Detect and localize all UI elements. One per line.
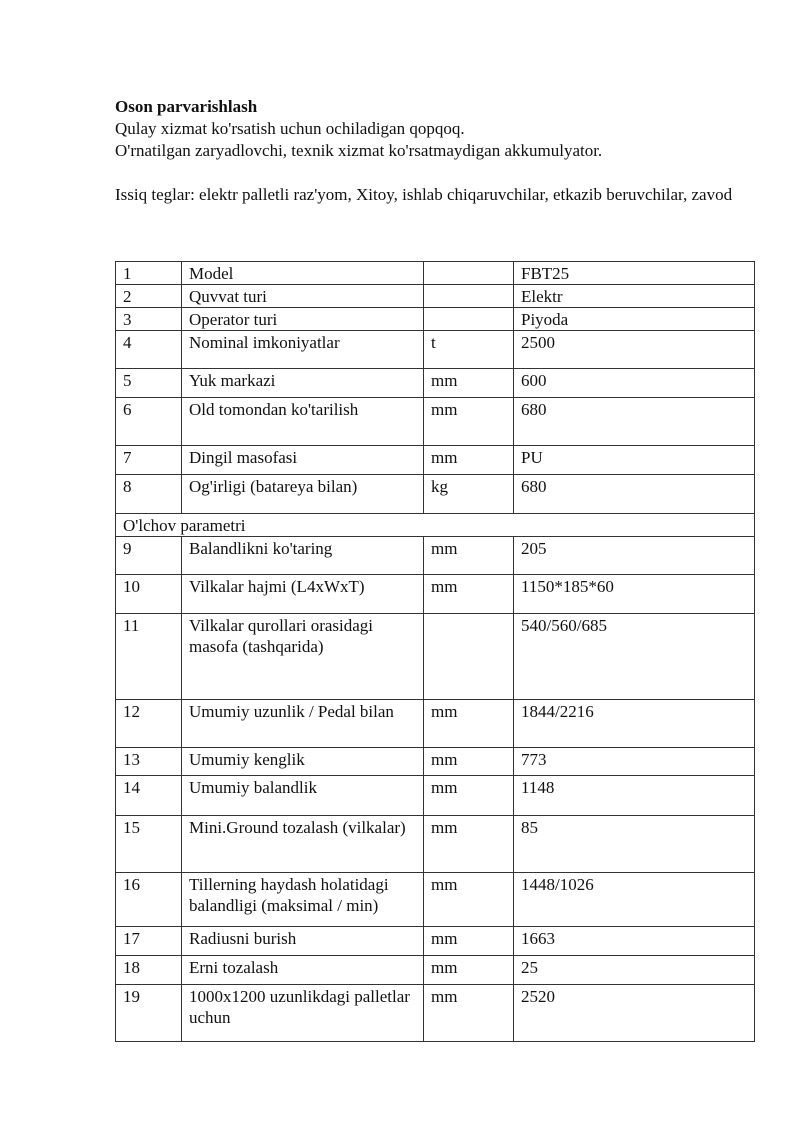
row-number: 19 <box>116 985 182 1042</box>
value-cell: 1150*185*60 <box>514 575 755 614</box>
table-row <box>116 985 755 1042</box>
row-number: 3 <box>116 308 182 331</box>
parameter-name: Mini.Ground tozalash (vilkalar) <box>182 816 424 873</box>
row-number: 9 <box>116 537 182 575</box>
row-number: 12 <box>116 700 182 748</box>
unit-cell: mm <box>424 776 514 816</box>
table-row <box>116 285 755 308</box>
table-row <box>116 748 755 776</box>
spec-table <box>115 261 755 1042</box>
value-cell: 773 <box>514 748 755 776</box>
unit-cell <box>424 308 514 331</box>
tags-paragraph: Issiq teglar: elektr palletli raz'yom, Xitoy, ishlab chiqaruvchilar, etkazib beruvchilar, zavod <box>115 185 733 204</box>
table-row <box>116 575 755 614</box>
table-row <box>116 308 755 331</box>
unit-cell: kg <box>424 475 514 514</box>
row-number: 1 <box>116 262 182 285</box>
parameter-name: Umumiy uzunlik / Pedal bilan <box>182 700 424 748</box>
unit-cell: mm <box>424 575 514 614</box>
parameter-name: 1000x1200 uzunlikdagi palletlar uchun <box>182 985 424 1042</box>
parameter-name: Radiusni burish <box>182 927 424 956</box>
table-row <box>116 927 755 956</box>
row-number: 8 <box>116 475 182 514</box>
row-number: 11 <box>116 614 182 700</box>
parameter-name: Balandlikni ko'taring <box>182 537 424 575</box>
parameter-name: Operator turi <box>182 308 424 331</box>
unit-cell: mm <box>424 927 514 956</box>
paragraph: Qulay xizmat ko'rsatish uchun ochiladigan qopqoq. <box>115 119 465 138</box>
row-number: 15 <box>116 816 182 873</box>
table-row <box>116 537 755 575</box>
section-label: O'lchov parametri <box>116 514 755 537</box>
table-row <box>116 873 755 927</box>
row-number: 10 <box>116 575 182 614</box>
unit-cell: mm <box>424 873 514 927</box>
value-cell: 680 <box>514 398 755 446</box>
value-cell: Elektr <box>514 285 755 308</box>
table-row <box>116 446 755 475</box>
paragraph: O'rnatilgan zaryadlovchi, texnik xizmat ko'rsatmaydigan akkumulyator. <box>115 141 603 160</box>
parameter-name: Nominal imkoniyatlar <box>182 331 424 369</box>
row-number: 16 <box>116 873 182 927</box>
unit-cell <box>424 262 514 285</box>
parameter-name: Dingil masofasi <box>182 446 424 475</box>
unit-cell: mm <box>424 956 514 985</box>
table-row <box>116 816 755 873</box>
value-cell: 25 <box>514 956 755 985</box>
parameter-name: Tillerning haydash holatidagi balandligi (maksimal / min) <box>182 873 424 927</box>
value-cell: 1148 <box>514 776 755 816</box>
row-number: 6 <box>116 398 182 446</box>
value-cell: 2520 <box>514 985 755 1042</box>
parameter-name: Umumiy kenglik <box>182 748 424 776</box>
value-cell: 1448/1026 <box>514 873 755 927</box>
table-row <box>116 956 755 985</box>
value-cell: 2500 <box>514 331 755 369</box>
unit-cell: mm <box>424 537 514 575</box>
row-number: 17 <box>116 927 182 956</box>
table-row <box>116 700 755 748</box>
parameter-name: Model <box>182 262 424 285</box>
parameter-name: Vilkalar qurollari orasidagi masofa (tashqarida) <box>182 614 424 700</box>
unit-cell: mm <box>424 446 514 475</box>
value-cell: 205 <box>514 537 755 575</box>
value-cell: PU <box>514 446 755 475</box>
parameter-name: Og'irligi (batareya bilan) <box>182 475 424 514</box>
unit-cell: mm <box>424 700 514 748</box>
unit-cell: mm <box>424 748 514 776</box>
section-row <box>116 514 755 537</box>
table-row <box>116 369 755 398</box>
section-heading: Oson parvarishlash <box>115 97 258 116</box>
parameter-name: Vilkalar hajmi (L4xWxT) <box>182 575 424 614</box>
value-cell: FBT25 <box>514 262 755 285</box>
row-number: 5 <box>116 369 182 398</box>
table-row <box>116 262 755 285</box>
value-cell: 600 <box>514 369 755 398</box>
value-cell: 1844/2216 <box>514 700 755 748</box>
parameter-name: Umumiy balandlik <box>182 776 424 816</box>
row-number: 2 <box>116 285 182 308</box>
value-cell: 540/560/685 <box>514 614 755 700</box>
unit-cell: mm <box>424 398 514 446</box>
table-row <box>116 398 755 446</box>
row-number: 4 <box>116 331 182 369</box>
parameter-name: Old tomondan ko'tarilish <box>182 398 424 446</box>
value-cell: Piyoda <box>514 308 755 331</box>
table-row <box>116 614 755 700</box>
unit-cell: mm <box>424 369 514 398</box>
unit-cell: t <box>424 331 514 369</box>
unit-cell: mm <box>424 985 514 1042</box>
parameter-name: Erni tozalash <box>182 956 424 985</box>
row-number: 14 <box>116 776 182 816</box>
parameter-name: Yuk markazi <box>182 369 424 398</box>
value-cell: 680 <box>514 475 755 514</box>
unit-cell <box>424 614 514 700</box>
row-number: 18 <box>116 956 182 985</box>
table-row <box>116 331 755 369</box>
table-row <box>116 776 755 816</box>
value-cell: 1663 <box>514 927 755 956</box>
unit-cell <box>424 285 514 308</box>
document-intro <box>115 96 755 206</box>
unit-cell: mm <box>424 816 514 873</box>
value-cell: 85 <box>514 816 755 873</box>
row-number: 7 <box>116 446 182 475</box>
row-number: 13 <box>116 748 182 776</box>
table-row <box>116 475 755 514</box>
parameter-name: Quvvat turi <box>182 285 424 308</box>
